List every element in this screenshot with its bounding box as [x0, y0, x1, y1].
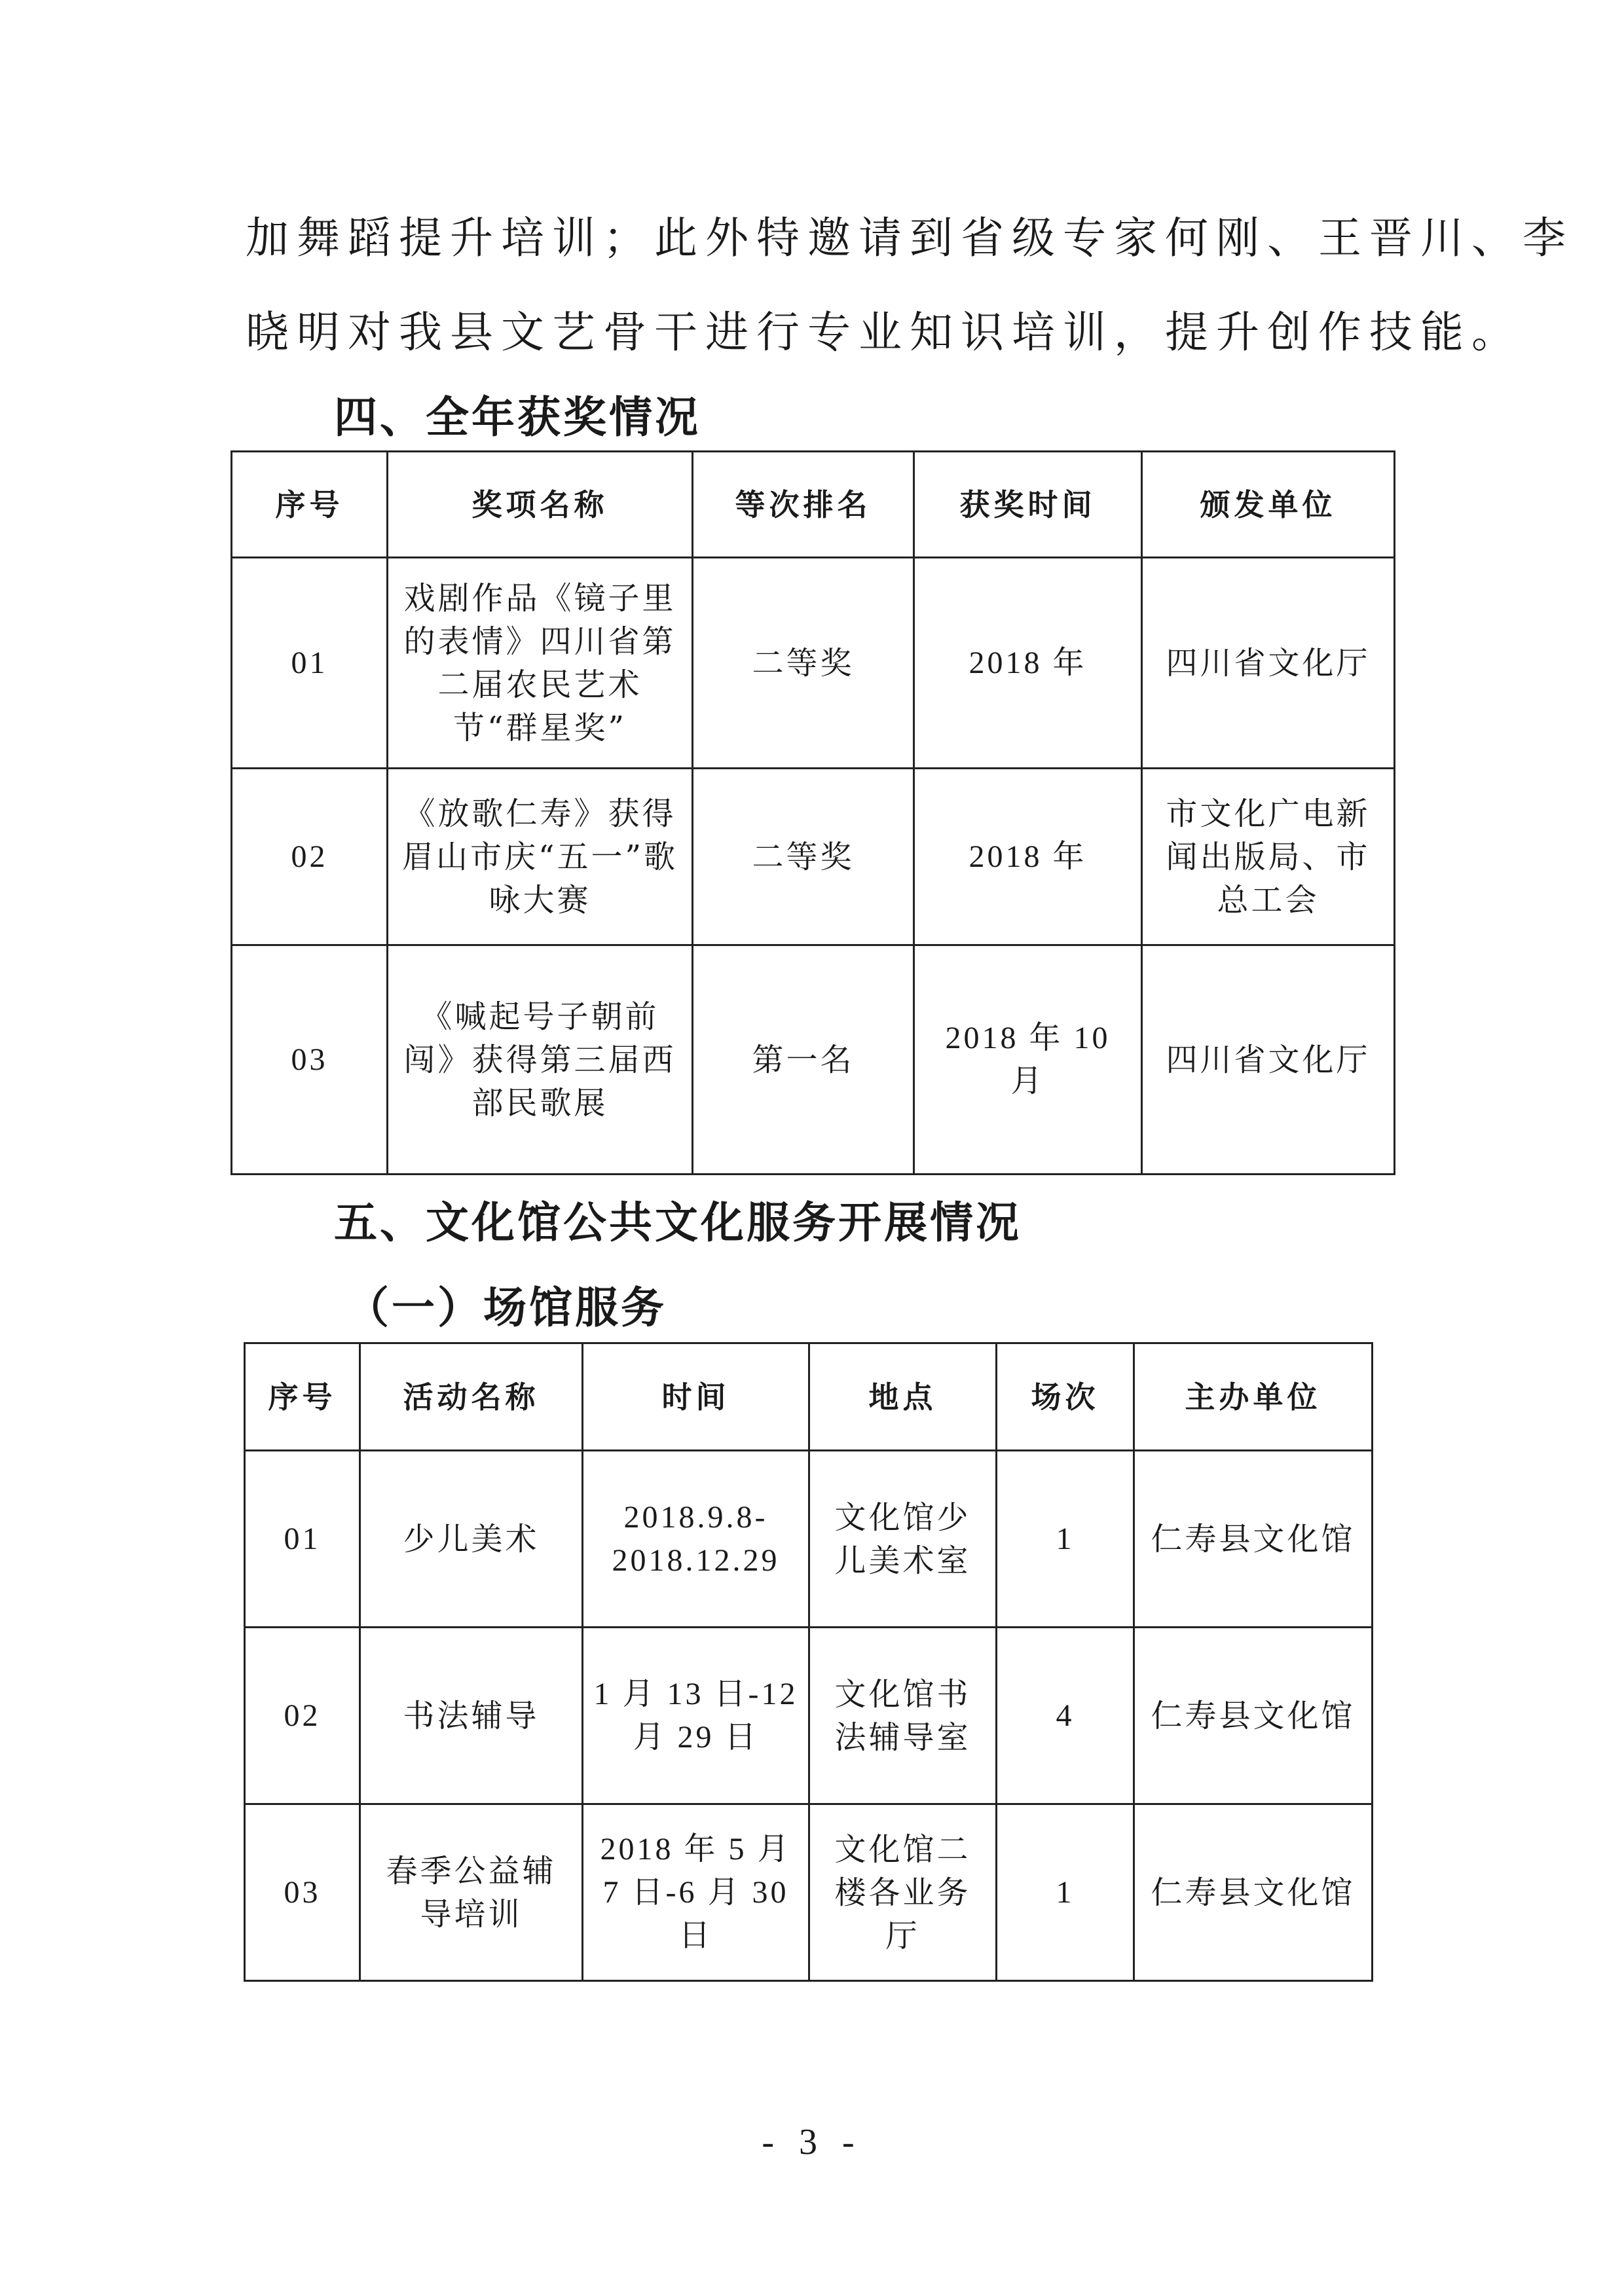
venue-time: 2018 年 5 月 7 日-6 月 30 日: [583, 1804, 809, 1981]
award-issuer: 四川省文化厅: [1142, 558, 1395, 769]
venue-host: 仁寿县文化馆: [1134, 1628, 1373, 1804]
awards-table: [231, 450, 1395, 1175]
section5-subtitle: （一）场馆服务: [346, 1283, 667, 1333]
awards-header-time: 获奖时间: [914, 452, 1142, 558]
awards-header-name: 奖项名称: [388, 452, 693, 558]
venue-place: 文化馆少儿美术室: [809, 1451, 997, 1628]
intro-paragraph: [246, 191, 1574, 380]
table-row: [232, 769, 1395, 945]
award-rank: 二等奖: [693, 769, 914, 945]
venue-name: 春季公益辅导培训: [360, 1804, 583, 1981]
awards-header-issuer: 颁发单位: [1142, 452, 1395, 558]
award-no: 01: [232, 558, 388, 769]
venue-header-time: 时间: [583, 1343, 809, 1451]
award-no: 02: [232, 769, 388, 945]
venue-count: 4: [997, 1628, 1134, 1804]
award-name: 戏剧作品《镜子里的表情》四川省第二届农民艺术节“群星奖”: [388, 558, 693, 769]
venue-host: 仁寿县文化馆: [1134, 1804, 1373, 1981]
intro-line-2: 晓明对我县文艺骨干进行专业知识培训，提升创作技能。: [246, 307, 1522, 357]
venue-place: 文化馆二楼各业务厅: [809, 1804, 997, 1981]
venue-count: 1: [997, 1451, 1134, 1628]
table-row: [232, 558, 1395, 769]
venue-time: 2018.9.8-2018.12.29: [583, 1451, 809, 1628]
venue-header-name: 活动名称: [360, 1343, 583, 1451]
award-time: 2018 年: [914, 558, 1142, 769]
venue-header-row: [245, 1343, 1373, 1451]
award-time: 2018 年 10 月: [914, 945, 1142, 1175]
venue-time: 1 月 13 日-12 月 29 日: [583, 1628, 809, 1804]
table-row: [245, 1451, 1373, 1628]
section4-title: 四、全年获奖情况: [334, 392, 701, 443]
intro-line-1: 加舞蹈提升培训；此外特邀请到省级专家何刚、王晋川、李: [246, 213, 1574, 263]
section5-title: 五、文化馆公共文化服务开展情况: [334, 1197, 1022, 1248]
venue-no: 02: [245, 1628, 360, 1804]
table-row: [245, 1804, 1373, 1981]
venue-header-no: 序号: [245, 1343, 360, 1451]
award-name: 《喊起号子朝前闯》获得第三届西部民歌展: [388, 945, 693, 1175]
venue-header-count: 场次: [997, 1343, 1134, 1451]
venue-header-host: 主办单位: [1134, 1343, 1373, 1451]
venue-name: 少儿美术: [360, 1451, 583, 1628]
table-row: [245, 1628, 1373, 1804]
award-time: 2018 年: [914, 769, 1142, 945]
table-row: [232, 945, 1395, 1175]
venue-host: 仁寿县文化馆: [1134, 1451, 1373, 1628]
venue-count: 1: [997, 1804, 1134, 1981]
awards-header-row: [232, 452, 1395, 558]
award-no: 03: [232, 945, 388, 1175]
award-issuer: 四川省文化厅: [1142, 945, 1395, 1175]
award-issuer: 市文化广电新闻出版局、市总工会: [1142, 769, 1395, 945]
awards-header-rank: 等次排名: [693, 452, 914, 558]
venue-services-table: [244, 1342, 1373, 1982]
venue-no: 03: [245, 1804, 360, 1981]
venue-no: 01: [245, 1451, 360, 1628]
awards-header-no: 序号: [232, 452, 388, 558]
page-number: - 3 -: [762, 2122, 862, 2162]
venue-place: 文化馆书法辅导室: [809, 1628, 997, 1804]
award-name: 《放歌仁寿》获得眉山市庆“五一”歌咏大赛: [388, 769, 693, 945]
award-rank: 第一名: [693, 945, 914, 1175]
venue-header-place: 地点: [809, 1343, 997, 1451]
award-rank: 二等奖: [693, 558, 914, 769]
venue-name: 书法辅导: [360, 1628, 583, 1804]
